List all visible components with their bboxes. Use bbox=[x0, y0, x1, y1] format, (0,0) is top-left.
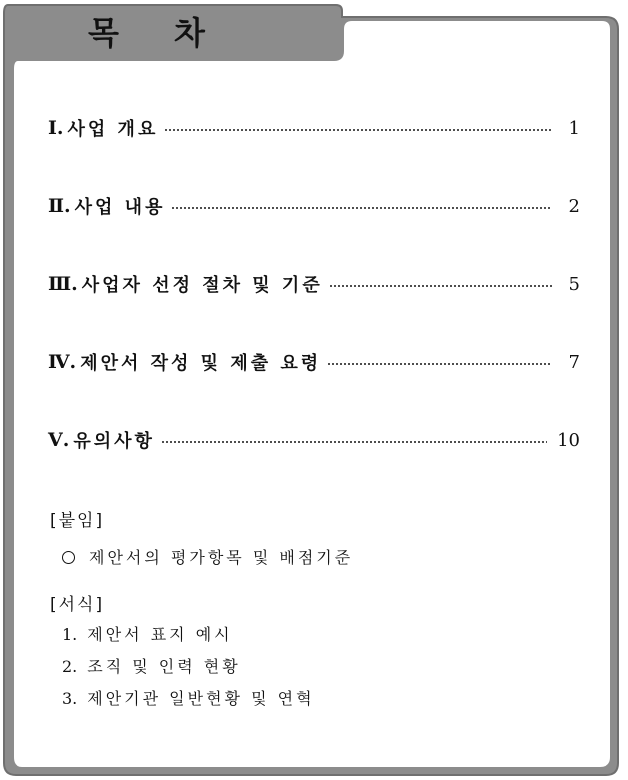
form-number: 3. bbox=[62, 689, 78, 708]
toc-row-3[interactable] bbox=[48, 266, 580, 302]
form-text: 제안기관 일반현황 및 연혁 bbox=[87, 689, 315, 708]
attachment-item[interactable] bbox=[62, 545, 353, 568]
form-item[interactable] bbox=[62, 686, 315, 709]
toc-page: 2 bbox=[568, 195, 580, 217]
leader-dots bbox=[171, 207, 552, 209]
leader-dots bbox=[327, 363, 552, 365]
toc-row-1[interactable] bbox=[48, 110, 580, 146]
toc-label: 사업 개요 bbox=[67, 119, 159, 140]
page-title: 목 차 bbox=[88, 14, 227, 52]
toc-row-4[interactable] bbox=[48, 344, 580, 380]
toc-number: Ⅲ. bbox=[48, 273, 78, 295]
toc-number: Ⅰ. bbox=[48, 117, 64, 139]
form-number: 1. bbox=[62, 625, 78, 644]
leader-dots bbox=[164, 129, 552, 131]
forms-heading: [서식] bbox=[50, 595, 105, 615]
toc-page: 1 bbox=[568, 117, 580, 139]
toc-number: Ⅱ. bbox=[48, 195, 71, 217]
form-item[interactable] bbox=[62, 622, 233, 645]
toc-row-2[interactable] bbox=[48, 188, 580, 224]
toc-row-5[interactable] bbox=[48, 422, 580, 458]
toc-page: 5 bbox=[568, 273, 580, 295]
form-number: 2. bbox=[62, 657, 78, 676]
toc-label: 제안서 작성 및 제출 요령 bbox=[80, 353, 322, 374]
toc-page: 7 bbox=[568, 351, 580, 373]
toc-number: Ⅴ. bbox=[48, 429, 70, 451]
form-text: 제안서 표지 예시 bbox=[87, 625, 233, 644]
attachment-text: 제안서의 평가항목 및 배점기준 bbox=[89, 548, 354, 567]
attachments-heading: [붙임] bbox=[50, 511, 105, 531]
toc-label: 사업 내용 bbox=[74, 197, 166, 218]
circle-bullet-icon bbox=[62, 551, 75, 564]
leader-dots bbox=[161, 441, 547, 443]
toc-label: 유의사항 bbox=[73, 431, 155, 452]
toc-number: Ⅳ. bbox=[48, 351, 77, 373]
form-item[interactable] bbox=[62, 654, 241, 677]
toc-page: 10 bbox=[557, 429, 580, 451]
leader-dots bbox=[329, 285, 552, 287]
form-text: 조직 및 인력 현황 bbox=[87, 657, 241, 676]
toc-label: 사업자 선정 절차 및 기준 bbox=[81, 275, 323, 296]
